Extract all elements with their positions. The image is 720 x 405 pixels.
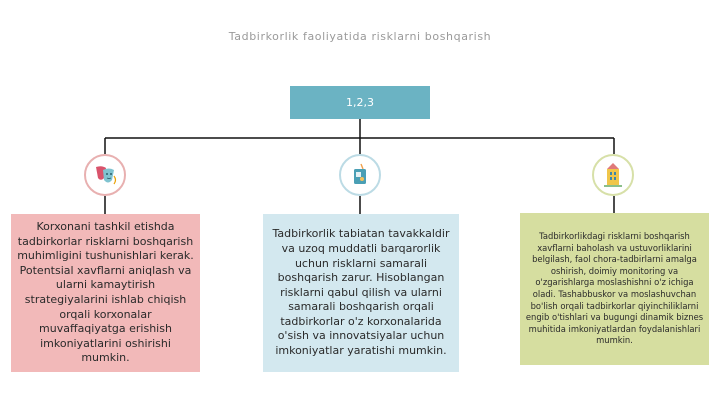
node-2-icon-circle — [339, 154, 381, 196]
node-1-text-box — [11, 214, 200, 372]
theater-masks-icon — [92, 162, 118, 188]
diagram-title: Tadbirkorlik faoliyatida risklarni boshqarish — [228, 30, 492, 43]
drink-cup-icon — [348, 162, 372, 188]
building-icon — [601, 161, 625, 189]
node-3-text-box — [520, 213, 709, 365]
node-2-text: Tadbirkorlik tabiatan tavakkaldir va uzoq muddatli barqarorlik uchun risklarni samarali boshqarish zarur. Hisoblangan risklarni qabul qilish va ularni samarali boshqarish orqali tadbirkorlar o'z korxonalarida o'sish va innovatsiyalar uchun imkoniyatlar yaratishi mumkin. — [272, 227, 450, 358]
node-1-icon-circle — [84, 154, 126, 196]
node-2-text-box — [263, 214, 459, 372]
node-3-text: Tadbirkorlikdagi risklarni boshqarish xavflarni baholash va ustuvorliklarini belgilash, faol chora-tadbirlarni amalga oshirish, doimiy monitoring va o'zgarishlarga moslashishni o'z ichiga oladi. Tashabbuskor va moslashuvchan bo'lish orqali tadbirkorlar qiyinchiliklarni engib o'tishlari va bugungi dinamik biznes muhitida imkoniyatlardan foydalanishlari mumkin. — [525, 231, 704, 346]
node-3-icon-circle — [592, 154, 634, 196]
node-1-text: Korxonani tashkil etishda tadbirkorlar risklarni boshqarish muhimligini tushunishlari kerak. Potentsial xavflarni aniqlash va ularni kamaytirish strategiyalarini ishlab chiqish orqali korxonalar muvaffaqiyatga erishish imkoniyatlarini oshirishi mumkin. — [17, 220, 194, 365]
root-node: 1,2,3 — [290, 86, 430, 119]
